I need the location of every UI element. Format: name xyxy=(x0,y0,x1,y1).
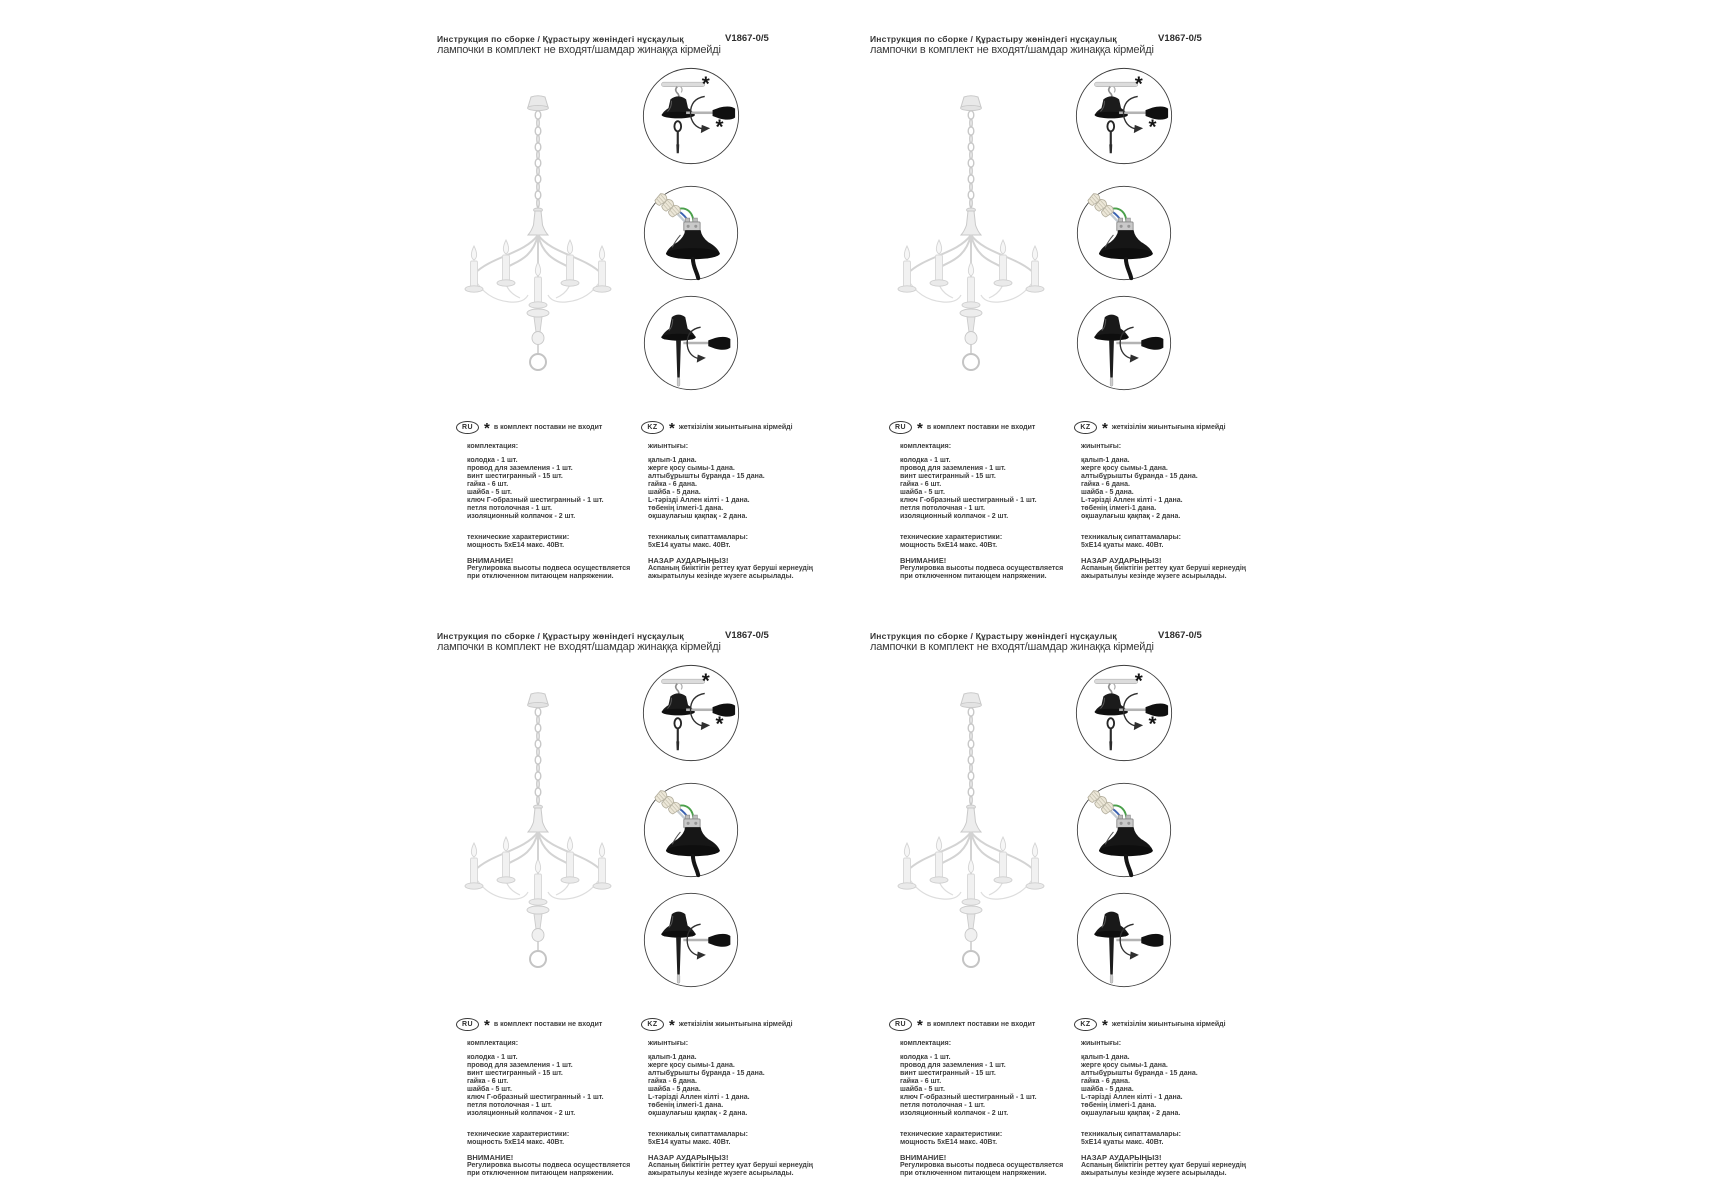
kz-warning-text xyxy=(648,1162,813,1178)
kz-language-badge: KZ xyxy=(1074,421,1097,434)
list-item: жерге қосу сымы-1 дана. xyxy=(1081,465,1168,472)
instruction-sheet-copy-3 xyxy=(425,628,825,1193)
chandelier-hub xyxy=(528,805,548,832)
ceiling-bar-icon xyxy=(662,679,705,683)
kz-language-badge: KZ xyxy=(641,421,664,434)
list-item: шайба - 5 дана. xyxy=(1081,489,1134,496)
ru-warning-text xyxy=(900,1162,1063,1178)
kz-warning-line1: Аспаның биіктігін реттеу қуат беруші кернеудің xyxy=(1081,565,1247,572)
ru-specs-value: мощность 5хЕ14 макс. 40Вт. xyxy=(467,542,565,549)
ru-specs-title: технические характеристики: xyxy=(900,534,1003,541)
list-item: қалып-1 дана. xyxy=(648,457,697,464)
list-item: шайба - 5 шт. xyxy=(467,489,512,496)
ru-specs xyxy=(900,534,1002,550)
kz-warning-line1: Аспаның биіктігін реттеу қуат беруші кернеудің xyxy=(1081,1162,1247,1169)
model-number: V1867-0/5 xyxy=(725,629,769,641)
list-item: изоляционный колпачок - 2 шт. xyxy=(467,513,576,520)
kz-badge-row xyxy=(641,420,793,437)
assembly-step-1-diagram xyxy=(642,67,740,165)
list-item: ключ Г-образный шестигранный - 1 шт. xyxy=(467,1094,604,1101)
chandelier-photo xyxy=(891,691,1051,978)
list-item: гайка - 6 шт. xyxy=(900,1078,942,1085)
ru-specs xyxy=(467,534,569,550)
asterisk-icon: * xyxy=(1102,420,1108,437)
sheet-title: Инструкция по сборке / Құрастыру жөніндегі нұсқаулық xyxy=(437,34,684,44)
candle xyxy=(561,240,579,286)
sheet-subtitle: лампочки в комплект не входят/шамдар жинаққа кірмейді xyxy=(870,44,1154,56)
kz-specs-value: 5хЕ14 қуаты макс. 40Вт. xyxy=(648,542,731,549)
list-item: провод для заземления - 1 шт. xyxy=(900,1062,1006,1069)
assembly-step-2-diagram xyxy=(643,782,739,878)
list-item: провод для заземления - 1 шт. xyxy=(900,465,1006,472)
ru-warning-line2: при отключенном питающем напряжении. xyxy=(467,573,614,580)
kz-warning-line2: ажыратылуы кезінде жүзеге асырылады. xyxy=(1081,573,1227,580)
ru-warning-line2: при отключенном питающем напряжении. xyxy=(467,1170,614,1177)
ru-warning-title: ВНИМАНИЕ! xyxy=(467,1153,514,1162)
kz-parts-list xyxy=(1081,1054,1198,1118)
candle xyxy=(962,262,980,308)
list-item: шайба - 5 дана. xyxy=(1081,1086,1134,1093)
ru-warning-title: ВНИМАНИЕ! xyxy=(467,556,514,565)
list-item: провод для заземления - 1 шт. xyxy=(467,465,573,472)
chandelier-drawing xyxy=(458,691,618,978)
ceiling-cup-icon xyxy=(528,693,549,708)
asterisk-icon: * xyxy=(1148,712,1157,736)
ru-specs xyxy=(467,1131,569,1147)
ru-specs-title: технические характеристики: xyxy=(900,1131,1003,1138)
assembly-step-1-diagram xyxy=(1075,67,1173,165)
kz-badge-row xyxy=(1074,1017,1226,1034)
kz-parts-list xyxy=(648,1054,765,1118)
kz-specs xyxy=(1081,534,1181,550)
ru-language-badge: RU xyxy=(889,1018,912,1031)
ru-badge-row xyxy=(456,420,603,437)
ru-specs-value: мощность 5хЕ14 макс. 40Вт. xyxy=(467,1139,565,1146)
ru-list-title: комплектация: xyxy=(900,1040,952,1047)
ru-warning-line1: Регулировка высоты подвеса осуществляется xyxy=(900,1162,1064,1169)
asterisk-icon: * xyxy=(669,420,675,437)
ceiling-cup-icon xyxy=(961,96,982,111)
list-item: шайба - 5 дана. xyxy=(648,489,701,496)
asterisk-icon: * xyxy=(701,669,710,693)
candle xyxy=(529,262,547,308)
kz-specs xyxy=(648,534,748,550)
list-item: алтыбұрышты бұранда - 15 дана. xyxy=(1081,473,1198,480)
list-item: шайба - 5 шт. xyxy=(467,1086,512,1093)
asterisk-icon: * xyxy=(715,712,724,736)
candle xyxy=(994,837,1012,883)
ru-specs-value: мощность 5хЕ14 макс. 40Вт. xyxy=(900,542,998,549)
sheet-subtitle: лампочки в комплект не входят/шамдар жинаққа кірмейді xyxy=(870,641,1154,653)
list-item: гайка - 6 дана. xyxy=(648,481,697,488)
list-item: изоляционный колпачок - 2 шт. xyxy=(900,513,1009,520)
list-item: оқшаулағыш қақпақ - 2 дана. xyxy=(1081,513,1181,520)
list-item: винт шестигранный - 15 шт. xyxy=(467,473,563,480)
list-item: оқшаулағыш қақпақ - 2 дана. xyxy=(648,513,748,520)
asterisk-icon: * xyxy=(701,72,710,96)
sheet-title: Инструкция по сборке / Құрастыру жөніндегі нұсқаулық xyxy=(870,34,1117,44)
sheet-title: Инструкция по сборке / Құрастыру жөніндегі нұсқаулық xyxy=(437,631,684,641)
list-item: жерге қосу сымы-1 дана. xyxy=(648,465,735,472)
list-item: изоляционный колпачок - 2 шт. xyxy=(900,1110,1009,1117)
kz-badge-row xyxy=(1074,420,1226,437)
ru-warning-line1: Регулировка высоты подвеса осуществляется xyxy=(467,1162,631,1169)
kz-specs xyxy=(1081,1131,1181,1147)
kz-asterisk-note: жеткізілім жиынтығына кірмейді xyxy=(1111,1020,1226,1028)
chandelier-hub xyxy=(961,208,981,235)
list-item: петля потолочная - 1 шт. xyxy=(900,1102,985,1109)
assembly-step-3-diagram xyxy=(643,295,739,391)
kz-badge-row xyxy=(641,1017,793,1034)
chandelier-hub xyxy=(528,208,548,235)
ru-list-title: комплектация: xyxy=(467,1040,519,1047)
list-item: оқшаулағыш қақпақ - 2 дана. xyxy=(1081,1110,1181,1117)
kz-warning-line2: ажыратылуы кезінде жүзеге асырылады. xyxy=(648,1170,794,1177)
list-item: гайка - 6 дана. xyxy=(1081,481,1130,488)
sheet-subtitle: лампочки в комплект не входят/шамдар жинаққа кірмейді xyxy=(437,641,721,653)
ru-warning-line2: при отключенном питающем напряжении. xyxy=(900,573,1047,580)
list-item: колодка - 1 шт. xyxy=(467,1054,518,1061)
list-item: төбенің ілмегі-1 дана. xyxy=(648,505,724,512)
list-item: винт шестигранный - 15 шт. xyxy=(467,1070,563,1077)
assembly-step-2-diagram xyxy=(1076,185,1172,281)
ru-asterisk-note: в комплект поставки не входит xyxy=(926,1020,1036,1028)
ru-warning-line1: Регулировка высоты подвеса осуществляется xyxy=(900,565,1064,572)
chandelier-finial xyxy=(960,906,982,967)
chandelier-photo xyxy=(458,691,618,978)
ru-list-title: комплектация: xyxy=(900,443,952,450)
chain-icon xyxy=(535,111,541,207)
list-item: винт шестигранный - 15 шт. xyxy=(900,473,996,480)
candle xyxy=(962,859,980,905)
ru-language-badge: RU xyxy=(889,421,912,434)
chandelier-hub xyxy=(961,805,981,832)
candle xyxy=(497,837,515,883)
list-item: гайка - 6 дана. xyxy=(648,1078,697,1085)
assembly-step-3-diagram xyxy=(643,892,739,988)
ru-warning-line1: Регулировка высоты подвеса осуществляется xyxy=(467,565,631,572)
ru-warning-text xyxy=(467,1162,630,1178)
kz-warning-line1: Аспаның биіктігін реттеу қуат беруші кернеудің xyxy=(648,565,814,572)
ru-specs-value: мощность 5хЕ14 макс. 40Вт. xyxy=(900,1139,998,1146)
assembly-step-3-diagram xyxy=(1076,892,1172,988)
chandelier-finial xyxy=(527,309,549,370)
list-item: қалып-1 дана. xyxy=(648,1054,697,1061)
list-item: шайба - 5 шт. xyxy=(900,1086,945,1093)
ru-asterisk-note: в комплект поставки не входит xyxy=(493,423,603,431)
kz-warning-title: НАЗАР АУДАРЫҢЫЗ! xyxy=(1081,1153,1162,1162)
sheet-title: Инструкция по сборке / Құрастыру жөніндегі нұсқаулық xyxy=(870,631,1117,641)
list-item: колодка - 1 шт. xyxy=(900,1054,951,1061)
kz-language-badge: KZ xyxy=(641,1018,664,1031)
chain-icon xyxy=(535,708,541,804)
kz-warning-title: НАЗАР АУДАРЫҢЫЗ! xyxy=(1081,556,1162,565)
kz-parts-list xyxy=(648,457,765,521)
list-item: гайка - 6 шт. xyxy=(900,481,942,488)
ceiling-bar-icon xyxy=(1095,82,1138,86)
list-item: алтыбұрышты бұранда - 15 дана. xyxy=(648,473,765,480)
assembly-step-1-diagram xyxy=(642,664,740,762)
chain-icon xyxy=(968,708,974,804)
candle xyxy=(930,240,948,286)
list-item: қалып-1 дана. xyxy=(1081,1054,1130,1061)
ru-specs-title: технические характеристики: xyxy=(467,534,570,541)
list-item: қалып-1 дана. xyxy=(1081,457,1130,464)
list-item: төбенің ілмегі-1 дана. xyxy=(1081,1102,1157,1109)
assembly-step-3-diagram xyxy=(1076,295,1172,391)
ru-warning-line2: при отключенном питающем напряжении. xyxy=(900,1170,1047,1177)
ru-parts-list xyxy=(467,1054,604,1118)
list-item: провод для заземления - 1 шт. xyxy=(467,1062,573,1069)
asterisk-icon: * xyxy=(1134,72,1143,96)
kz-specs-title: техникалық сипаттамалары: xyxy=(1081,1131,1181,1138)
list-item: ключ Г-образный шестигранный - 1 шт. xyxy=(900,1094,1037,1101)
instruction-sheet-copy-2 xyxy=(858,31,1258,596)
ru-badge-row xyxy=(456,1017,603,1034)
candle xyxy=(930,837,948,883)
chain-icon xyxy=(968,111,974,207)
kz-warning-text xyxy=(1081,1162,1246,1178)
ru-parts-list xyxy=(900,457,1037,521)
kz-asterisk-note: жеткізілім жиынтығына кірмейді xyxy=(678,1020,793,1028)
sheet-subtitle: лампочки в комплект не входят/шамдар жинаққа кірмейді xyxy=(437,44,721,56)
assembly-step-1-diagram xyxy=(1075,664,1173,762)
list-item: L-тәрізді Аллен кілті - 1 дана. xyxy=(1081,497,1183,504)
list-item: алтыбұрышты бұранда - 15 дана. xyxy=(648,1070,765,1077)
ru-parts-list xyxy=(467,457,604,521)
chandelier-drawing xyxy=(891,691,1051,978)
ru-asterisk-note: в комплект поставки не входит xyxy=(493,1020,603,1028)
list-item: гайка - 6 шт. xyxy=(467,481,509,488)
instruction-sheet-copy-4 xyxy=(858,628,1258,1193)
ru-warning-title: ВНИМАНИЕ! xyxy=(900,1153,947,1162)
list-item: оқшаулағыш қақпақ - 2 дана. xyxy=(648,1110,748,1117)
list-item: төбенің ілмегі-1 дана. xyxy=(1081,505,1157,512)
asterisk-icon: * xyxy=(1148,115,1157,139)
kz-specs-title: техникалық сипаттамалары: xyxy=(648,1131,748,1138)
kz-warning-text xyxy=(648,565,813,581)
list-item: жерге қосу сымы-1 дана. xyxy=(648,1062,735,1069)
ru-warning-title: ВНИМАНИЕ! xyxy=(900,556,947,565)
list-item: төбенің ілмегі-1 дана. xyxy=(648,1102,724,1109)
asterisk-icon: * xyxy=(669,1017,675,1034)
ru-list-title: комплектация: xyxy=(467,443,519,450)
ceiling-cup-icon xyxy=(961,693,982,708)
list-item: гайка - 6 дана. xyxy=(1081,1078,1130,1085)
chandelier-drawing xyxy=(891,94,1051,381)
candle xyxy=(529,859,547,905)
ru-parts-list xyxy=(900,1054,1037,1118)
kz-warning-line2: ажыратылуы кезінде жүзеге асырылады. xyxy=(648,573,794,580)
ceiling-cup-icon xyxy=(528,96,549,111)
list-item: L-тәрізді Аллен кілті - 1 дана. xyxy=(648,1094,750,1101)
asterisk-icon: * xyxy=(917,1017,923,1034)
chandelier-photo xyxy=(458,94,618,381)
ru-badge-row xyxy=(889,420,1036,437)
asterisk-icon: * xyxy=(1102,1017,1108,1034)
chandelier-finial xyxy=(527,906,549,967)
kz-parts-list xyxy=(1081,457,1198,521)
kz-warning-line1: Аспаның биіктігін реттеу қуат беруші кернеудің xyxy=(648,1162,814,1169)
ru-specs-title: технические характеристики: xyxy=(467,1131,570,1138)
kz-specs-title: техникалық сипаттамалары: xyxy=(1081,534,1181,541)
ceiling-bar-icon xyxy=(1095,679,1138,683)
assembly-step-2-diagram xyxy=(1076,782,1172,878)
kz-asterisk-note: жеткізілім жиынтығына кірмейді xyxy=(1111,423,1226,431)
kz-warning-line2: ажыратылуы кезінде жүзеге асырылады. xyxy=(1081,1170,1227,1177)
list-item: изоляционный колпачок - 2 шт. xyxy=(467,1110,576,1117)
chandelier-finial xyxy=(960,309,982,370)
kz-asterisk-note: жеткізілім жиынтығына кірмейді xyxy=(678,423,793,431)
kz-specs xyxy=(648,1131,748,1147)
ru-language-badge: RU xyxy=(456,1018,479,1031)
instruction-sheet-copy-1 xyxy=(425,31,825,596)
list-item: петля потолочная - 1 шт. xyxy=(900,505,985,512)
list-item: L-тәрізді Аллен кілті - 1 дана. xyxy=(648,497,750,504)
ceiling-bar-icon xyxy=(662,82,705,86)
list-item: гайка - 6 шт. xyxy=(467,1078,509,1085)
list-item: петля потолочная - 1 шт. xyxy=(467,1102,552,1109)
kz-warning-text xyxy=(1081,565,1246,581)
model-number: V1867-0/5 xyxy=(1158,629,1202,641)
kz-specs-value: 5хЕ14 қуаты макс. 40Вт. xyxy=(648,1139,731,1146)
asterisk-icon: * xyxy=(484,1017,490,1034)
kz-list-title: жиынтығы: xyxy=(648,1040,689,1047)
ru-warning-text xyxy=(900,565,1063,581)
model-number: V1867-0/5 xyxy=(1158,32,1202,44)
list-item: алтыбұрышты бұранда - 15 дана. xyxy=(1081,1070,1198,1077)
ru-specs xyxy=(900,1131,1002,1147)
chandelier-photo xyxy=(891,94,1051,381)
list-item: L-тәрізді Аллен кілті - 1 дана. xyxy=(1081,1094,1183,1101)
kz-warning-title: НАЗАР АУДАРЫҢЫЗ! xyxy=(648,1153,729,1162)
list-item: шайба - 5 дана. xyxy=(648,1086,701,1093)
list-item: шайба - 5 шт. xyxy=(900,489,945,496)
kz-language-badge: KZ xyxy=(1074,1018,1097,1031)
chandelier-drawing xyxy=(458,94,618,381)
kz-warning-title: НАЗАР АУДАРЫҢЫЗ! xyxy=(648,556,729,565)
kz-list-title: жиынтығы: xyxy=(1081,443,1122,450)
list-item: ключ Г-образный шестигранный - 1 шт. xyxy=(900,497,1037,504)
candle xyxy=(497,240,515,286)
asterisk-icon: * xyxy=(1134,669,1143,693)
asterisk-icon: * xyxy=(715,115,724,139)
model-number: V1867-0/5 xyxy=(725,32,769,44)
kz-specs-value: 5хЕ14 қуаты макс. 40Вт. xyxy=(1081,1139,1164,1146)
kz-specs-value: 5хЕ14 қуаты макс. 40Вт. xyxy=(1081,542,1164,549)
ru-badge-row xyxy=(889,1017,1036,1034)
list-item: петля потолочная - 1 шт. xyxy=(467,505,552,512)
kz-list-title: жиынтығы: xyxy=(648,443,689,450)
candle xyxy=(561,837,579,883)
list-item: колодка - 1 шт. xyxy=(467,457,518,464)
kz-list-title: жиынтығы: xyxy=(1081,1040,1122,1047)
candle xyxy=(994,240,1012,286)
asterisk-icon: * xyxy=(484,420,490,437)
list-item: колодка - 1 шт. xyxy=(900,457,951,464)
list-item: винт шестигранный - 15 шт. xyxy=(900,1070,996,1077)
ru-language-badge: RU xyxy=(456,421,479,434)
asterisk-icon: * xyxy=(917,420,923,437)
kz-specs-title: техникалық сипаттамалары: xyxy=(648,534,748,541)
list-item: ключ Г-образный шестигранный - 1 шт. xyxy=(467,497,604,504)
list-item: жерге қосу сымы-1 дана. xyxy=(1081,1062,1168,1069)
ru-warning-text xyxy=(467,565,630,581)
ru-asterisk-note: в комплект поставки не входит xyxy=(926,423,1036,431)
assembly-step-2-diagram xyxy=(643,185,739,281)
